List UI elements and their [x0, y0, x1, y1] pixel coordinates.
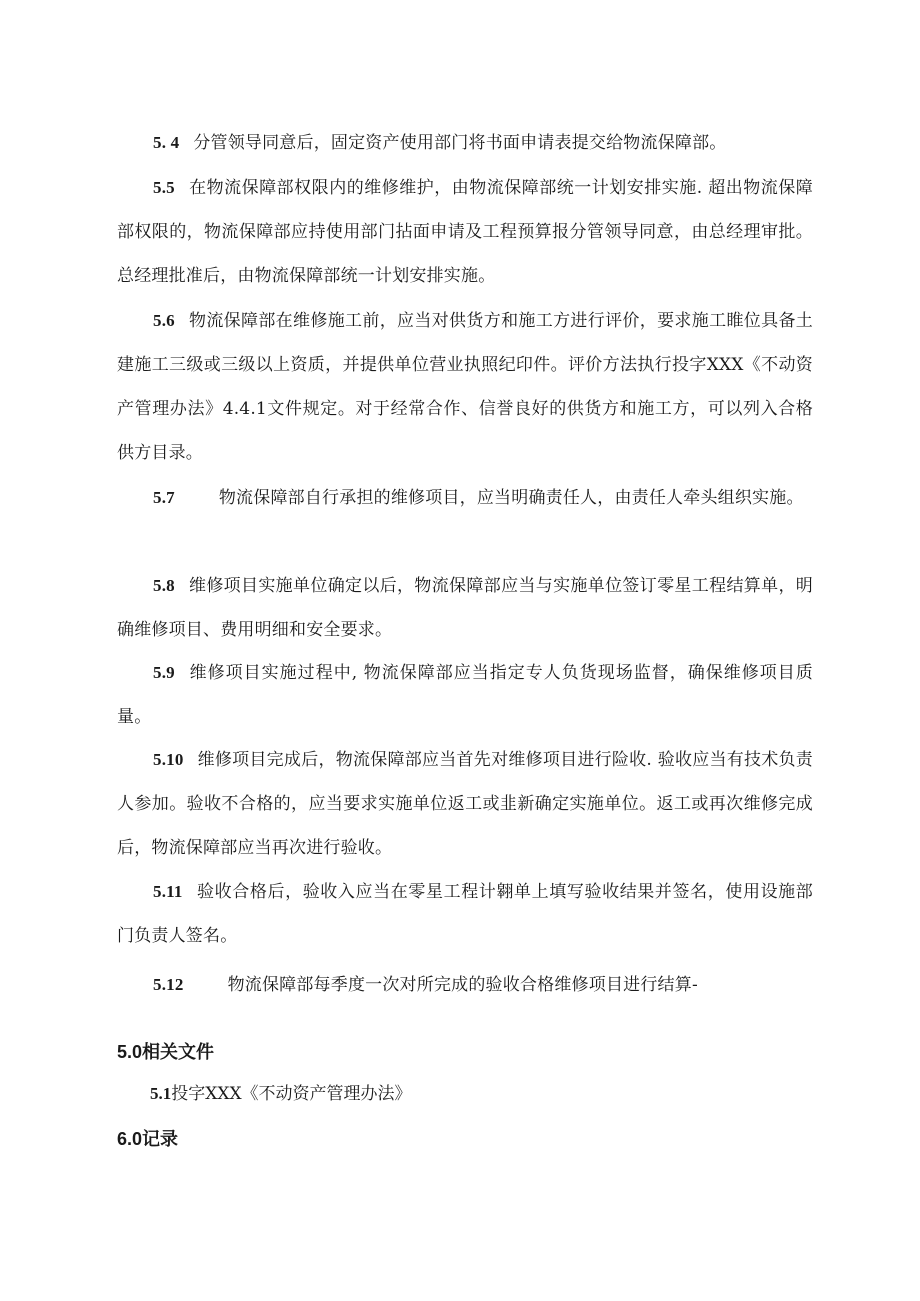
clause-number: 5.11 — [153, 882, 183, 901]
paragraph-5-9 — [117, 651, 813, 739]
related-file-text: 投字XXX《不动资产管理办法》 — [171, 1084, 412, 1104]
paragraph-5-8 — [117, 564, 813, 652]
clause-text: 维修项目完成后，物流保障部应当首先对维修项目进行险收. 验收应当有技术负责人参加。验收不合格的，应当要求实施单位返工或韭新确定实施单位。返工或再次维修完成后，物流保障部应当再次进行验收。 — [117, 750, 813, 858]
clause-number: 5.5 — [153, 178, 175, 197]
clause-number: 5.10 — [153, 750, 184, 769]
clause-number: 5.7 — [153, 488, 175, 507]
clause-number: 5.6 — [153, 311, 175, 330]
related-file-number: 5.1 — [150, 1084, 172, 1103]
paragraph-5-11 — [117, 870, 813, 958]
clause-number: 5. 4 — [153, 133, 180, 152]
section-heading-records: 6.0记录 — [117, 1129, 179, 1149]
clause-text: 物流保障部在维修施工前，应当对供货方和施工方进行评价，要求施工睢位具备土建施工三级或三级以上资质，并提供单位营业执照纪印件。评价方法执行投字XXX《不动资产管理办法》4.4.1文件规定。对于经常合作、信誉良好的供货方和施工方，可以列入合格供方目录。 — [117, 311, 813, 463]
clause-text: 分管领导同意后，固定资产使用部门将书面申请表提交给物流保障部。 — [193, 133, 727, 153]
clause-text: 维修项目实施过程中, 物流保障部应当指定专人负货现场监督，确保维修项目质量。 — [117, 663, 813, 727]
clause-number: 5.12 — [153, 975, 184, 994]
clause-number: 5.8 — [153, 576, 175, 595]
clause-number: 5.9 — [153, 663, 175, 682]
paragraph-5-5 — [117, 166, 813, 298]
paragraph-5-7 — [117, 476, 813, 520]
paragraph-5-6 — [117, 299, 813, 475]
paragraph-5-10 — [117, 738, 813, 870]
related-file-item — [150, 1079, 412, 1109]
paragraph-5-12 — [117, 963, 813, 1007]
clause-text: 维修项目实施单位确定以后，物流保障部应当与实施单位签订零星工程结算单，明确维修项目、费用明细和安全要求。 — [117, 576, 813, 640]
paragraph-5-4 — [117, 121, 813, 165]
section-heading-related-files: 5.0相关文件 — [117, 1042, 215, 1062]
clause-text: 在物流保障部权限内的维修维护，由物流保障部统一计划安排实施. 超出物流保障部权限的，物流保障部应持使用部门拈面申请及工程预算报分管领导同意，由总经理审批。总经理批准后，由物流保障部统一计划安排实施。 — [117, 178, 813, 286]
clause-text: 物流保障部每季度一次对所完成的验收合格维修项目进行结算- — [227, 975, 698, 995]
clause-text: 验收合格后，验收入应当在零星工程计翱单上填写验收结果并签名，使用设施部门负责人签名。 — [117, 882, 813, 946]
clause-text: 物流保障部自行承担的维修项目，应当明确责任人，由责任人牵头组织实施。 — [218, 488, 804, 508]
